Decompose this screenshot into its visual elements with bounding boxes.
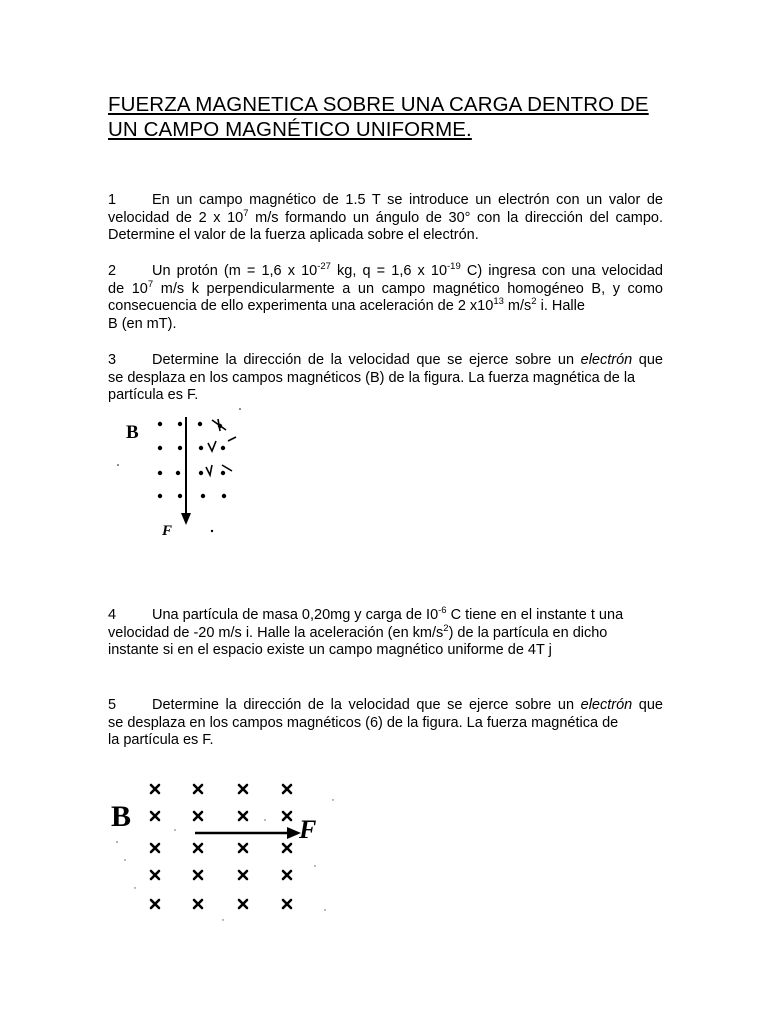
figure-1-scribbles <box>206 419 236 475</box>
problem-5-line-2: se desplaza en los campos magnéticos (6) de la figura. La fuerza magnética de <box>108 714 619 731</box>
problem-4-line-3: instante si en el espacio existe un campo magnético uniforme de 4T j <box>108 642 552 659</box>
figure-2-b-label: B <box>111 800 132 833</box>
page-title <box>108 92 668 142</box>
problem-3 <box>108 352 663 405</box>
problem-4-line-2: velocidad de -20 m/s i. Halle la aceleración (en $km/s^2$) de la partícula en dicho <box>108 622 608 641</box>
problem-4 <box>108 607 663 660</box>
figure-2-magnetic-field-in <box>105 770 345 925</box>
problem-3-number: 3 <box>108 352 117 368</box>
problem-2-line-2: de $10^7$ m/s k perpendicularmente a un campo magnético homogéneo B, y como <box>108 278 663 297</box>
problem-1-line-1: 1 En un campo magnético de 1.5 T se introduce un electrón con un valor de <box>108 192 663 208</box>
figure-1-arrowhead <box>181 513 191 525</box>
problem-2-line-3: consecuencia de ello experimenta una aceleración de 2 $x10^{13}$ $m/s^2$ i. Halle <box>108 296 585 315</box>
problem-1-line-3: Determine el valor de la fuerza aplicada sobre el electrón. <box>108 227 479 244</box>
figure-1-f-label: F <box>162 523 173 539</box>
problem-5-line-1: 5 Determine la dirección de la velocidad que se ejerce sobre un electrón que <box>108 697 663 713</box>
problem-3-line-2: se desplaza en los campos magnéticos (B) de la figura. La fuerza magnética de la <box>108 369 636 386</box>
figure-1-b-label: B <box>126 422 139 443</box>
problem-2-line-1: 2 Un protón (m = 1,6 x $10^{-27}$ kg, q = 1,6 x $10^{-19}$ C) ingresa con una velocidad <box>108 261 663 279</box>
problem-1-number: 1 <box>108 192 117 208</box>
title-line-1: FUERZA MAGNETICA SOBRE UNA CARGA DENTRO DE <box>108 93 649 116</box>
problem-3-line-1: 3 Determine la dirección de la velocidad que se ejerce sobre un electrón que <box>108 352 663 368</box>
title-line-2: UN CAMPO MAGNÉTICO UNIFORME. <box>108 118 472 141</box>
problem-4-number: 4 <box>108 607 117 623</box>
problem-2 <box>108 263 663 333</box>
electron-emphasis: electrón <box>580 697 633 713</box>
figure-2-crosses <box>151 785 291 908</box>
figure-2-f-label: F <box>299 815 317 844</box>
electron-emphasis: electrón <box>580 352 633 368</box>
figure-1-magnetic-field-out <box>108 405 248 540</box>
problem-2-number: 2 <box>108 263 117 279</box>
problem-5-line-3: la partícula es F. <box>108 732 214 749</box>
figure-1-dots <box>158 422 226 498</box>
problem-1 <box>108 192 663 245</box>
figure-1-svg <box>108 405 248 540</box>
problem-2-line-4: B (en mT). <box>108 315 177 332</box>
problem-1-line-2: velocidad de 2 x $10^7$ m/s formando un ángulo de 30° con la dirección del campo. <box>108 207 663 226</box>
problem-4-line-1: 4 Una partícula de masa 0,20mg y carga de $I0^{-6}$ C tiene en el instante t una <box>108 605 624 623</box>
figure-2-svg <box>105 770 345 925</box>
problem-5-number: 5 <box>108 697 117 713</box>
problem-3-line-3: partícula es F. <box>108 387 199 404</box>
problem-5 <box>108 697 663 750</box>
